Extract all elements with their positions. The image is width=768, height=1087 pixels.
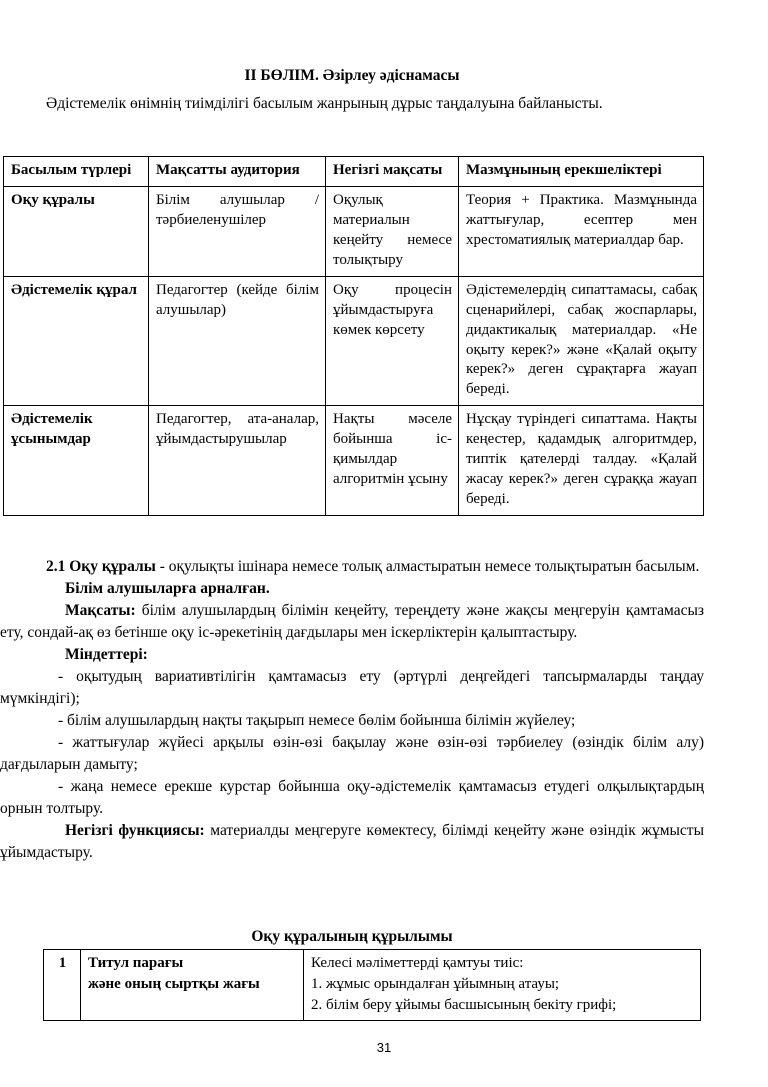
paragraph-audience-heading-text: Білім алушыларға арналған. — [65, 580, 270, 597]
paragraph-definition-text: - оқулықты ішінара немесе толық алмастыратын немесе толықтыратын басылым. — [155, 558, 700, 575]
cell-audience: Педагогтер (кейде білім алушылар) — [149, 276, 326, 406]
cell-element-description — [304, 950, 701, 1021]
body-text-block — [0, 556, 704, 864]
cell-purpose: Оқулық материалын кеңейту немесе толықтыру — [326, 186, 459, 276]
cell-purpose: Нақты мәселе бойынша іс-қимылдар алгоритмін ұсыну — [326, 406, 459, 516]
page-title: II БӨЛІМ. Әзірлеу әдіснамасы — [244, 67, 460, 84]
task-bullet-4: - жаңа немесе ерекше курстар бойынша оқу-әдістемелік қамтамасыз етудегі олқылықтардың орнын толтыру. — [0, 778, 704, 817]
column-header-audience: Мақсатты аудитория — [149, 157, 326, 187]
task-bullet-1: - оқытудың вариативтілігін қамтамасыз ету (әртүрлі деңгейдегі тапсырмаларды таңдау мүмкіндігі); — [0, 668, 704, 707]
cell-features: Нұсқау түріндегі сипаттама. Нақты кеңестер, қадамдық алгоритмдер, типтік қателерді талдау. «Қалай жасау керек?» деген сұраққа жауап береді. — [459, 406, 704, 516]
table-row — [4, 406, 704, 516]
cell-type: Оқу құралы — [4, 186, 149, 276]
publication-types-table — [3, 156, 704, 516]
table-row — [44, 950, 701, 1021]
paragraph-main-function-text: материалды меңгеруге көмектесу, білімді кеңейту және өзіндік жұмысты ұйымдастыру. — [0, 822, 704, 861]
description-line-1: Келесі мәліметтерді қамтуы тиіс: — [311, 955, 524, 971]
paragraph-definition — [0, 556, 704, 578]
cell-audience: Педагогтер, ата-аналар, ұйымдастырушылар — [149, 406, 326, 516]
cell-element-name — [81, 950, 304, 1021]
column-header-purpose: Негізгі мақсаты — [326, 157, 459, 187]
task-bullet-3: - жаттығулар жүйесі арқылы өзін-өзі бақылау және өзін-өзі тәрбиелеу (өзіндік білім алу) дағдыларын дамыту; — [0, 734, 704, 773]
structure-table — [43, 949, 701, 1021]
cell-type: Әдістемелік құрал — [4, 276, 149, 406]
page-number: 31 — [376, 1040, 392, 1055]
cell-audience: Білім алушылар / тәрбиеленушілер — [149, 186, 326, 276]
paragraph-main-function — [0, 820, 704, 864]
cell-features: Теория + Практика. Мазмұнында жаттығулар, есептер мен хрестоматиялық материалдар бар. — [459, 186, 704, 276]
table-header-row — [4, 157, 704, 187]
paragraph-goal — [0, 600, 704, 644]
paragraph-tasks-heading — [0, 644, 704, 666]
cell-row-number: 1 — [44, 950, 81, 1021]
description-line-2: 1. жұмыс орындалған ұйымның атауы; — [311, 976, 560, 992]
column-header-type: Басылым түрлері — [4, 157, 149, 187]
paragraph-goal-label: Мақсаты: — [65, 602, 136, 619]
paragraph-tasks-heading-text: Міндеттері: — [65, 646, 148, 663]
structure-table-container — [43, 949, 700, 1021]
intro-paragraph-block — [0, 93, 704, 115]
element-name-line-1: Титул парағы — [88, 955, 184, 971]
cell-type: Әдістемелік ұсынымдар — [4, 406, 149, 516]
paragraph-goal-text: білім алушылардың білімін кеңейту, тереңдету және жақсы меңгеруін қамтамасыз ету, сондай-ақ өз бетінше оқу іс-әрекетінің дағдылары мен іскерліктерін қалыптастыру. — [0, 602, 704, 641]
structure-table-title: Оқу құралының құрылымы — [251, 928, 453, 945]
intro-paragraph: Әдістемелік өнімнің тиімділігі басылым жанрының дұрыс таңдалуына байланысты. — [46, 95, 603, 112]
table-row — [4, 186, 704, 276]
paragraph-main-function-label: Негізгі функциясы: — [65, 822, 205, 839]
cell-features: Әдістемелердің сипаттамасы, сабақ сценарийлері, сабақ жоспарлары, дидактикалық материалдар. «Не оқыту керек?» және «Қалай оқыту керек?» деген сұрақтарға жауап береді. — [459, 276, 704, 406]
cell-purpose: Оқу процесін ұйымдастыруға көмек көрсету — [326, 276, 459, 406]
description-line-3: 2. білім беру ұйымы басшысының бекіту грифі; — [311, 997, 617, 1013]
paragraph-audience-heading — [0, 578, 704, 600]
element-name-line-2: және оның сыртқы жағы — [88, 976, 260, 992]
column-header-features: Мазмұнының ерекшеліктері — [459, 157, 704, 187]
paragraph-definition-label: 2.1 Оқу құралы — [46, 558, 156, 575]
task-bullet-2: - білім алушылардың нақты тақырып немесе бөлім бойынша білімін жүйелеу; — [58, 712, 576, 729]
publication-types-table-container — [3, 156, 703, 516]
table-row — [4, 276, 704, 406]
